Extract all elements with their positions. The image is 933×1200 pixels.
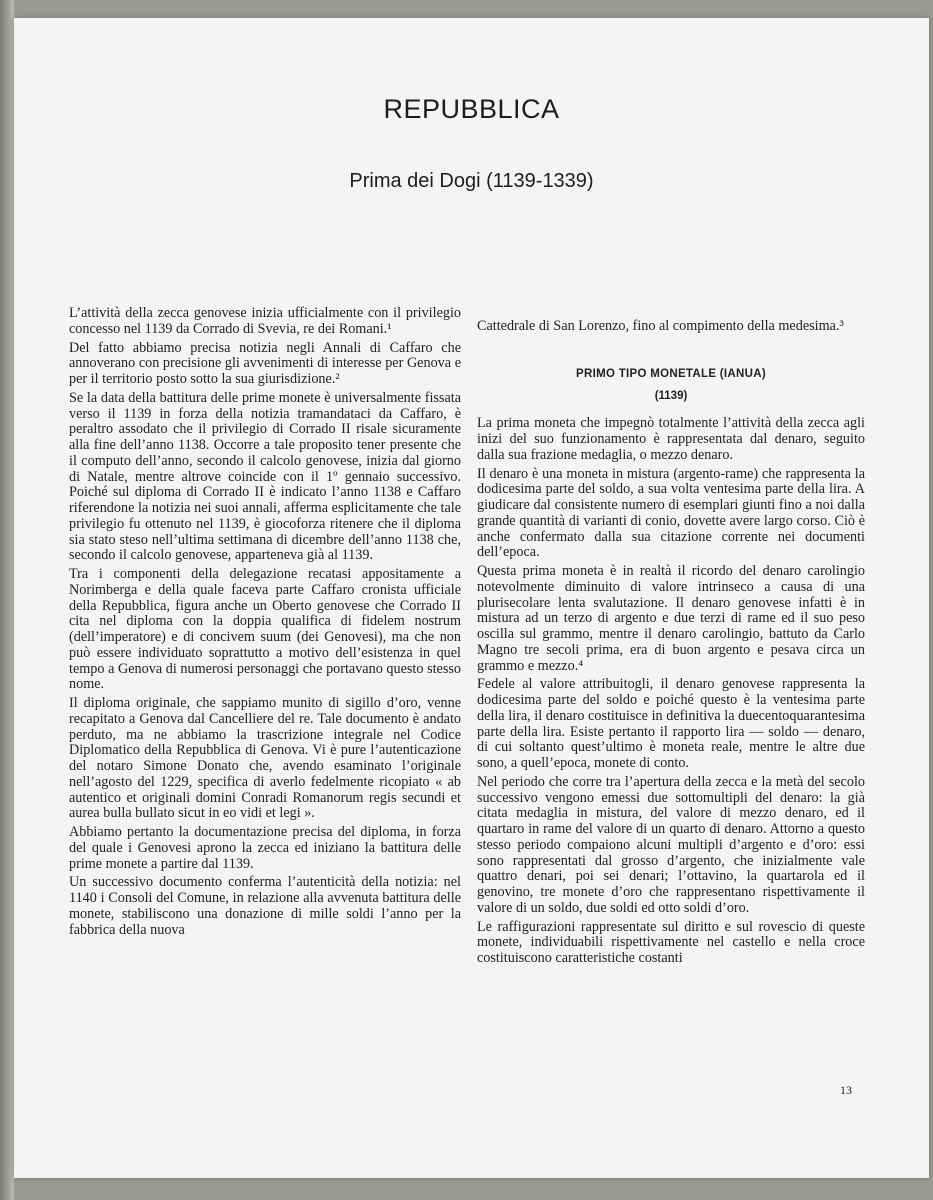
left-text-column bbox=[69, 306, 461, 941]
page-subtitle: Prima dei Dogi (1139-1339) bbox=[349, 170, 594, 192]
paragraph: Il denaro è una moneta in mistura (argento-rame) che rappresenta la dodicesima parte del soldo, a sua volta ventesima parte della lira. A giudicare dal consistente numero di esemplari giunti fino a noi dalla grande quantità di varianti di conio, dovette avere largo corso. Ciò è anche confermato dalla sua citazione corrente nei documenti dell’epoca. bbox=[477, 465, 865, 561]
paragraph: Questa prima moneta è in realtà il ricordo del denaro carolingio notevolmente diminuito di valore intrinseco a causa di una plurisecolare lenta svalutazione. Il denaro genovese infatti è in mistura ad un terzo di argento e due terzi di rame ed il suo peso oscilla sul grammo, mentre il denaro carolingio, battuto da Carlo Magno tre secoli prima, era di buon argento e pesava circa un grammo e mezzo.⁴ bbox=[477, 563, 865, 674]
section-year: (1139) bbox=[654, 389, 688, 402]
page-number: 13 bbox=[840, 1083, 852, 1097]
book-page bbox=[14, 18, 929, 1178]
right-text-column bbox=[477, 319, 865, 970]
continuation-paragraph: Cattedrale di San Lorenzo, fino al compimento della medesima.³ bbox=[477, 318, 844, 334]
paragraph: Fedele al valore attribuitogli, il denaro genovese rappresenta la dodicesima parte del soldo e poiché questo è la ventesima parte della lira, il denaro costituisce in definitiva la duecentoquarantesima parte della lira. Esiste pertanto il rapporto lira — soldo — denaro, di cui soltanto quest’ultimo è moneta reale, mentre le altre due sono, a quell’epoca, monete di conto. bbox=[477, 676, 865, 771]
paragraph: Se la data della battitura delle prime monete è universalmente fissata verso il 1139 in forza della notizia tramandataci da Caffaro, è peraltro assodato che il privilegio di Corrado II risale sicuramente alla fine dell’anno 1138. Occorre a tale proposito tener presente che il computo dell’anno, secondo il calcolo genovese, inizia dal giorno di Natale, mentre altrove coincide con il 1º gennaio successivo. Poiché sul diploma di Corrado II è indicato l’anno 1138 e Caffaro riferendone la notizia nei suoi annali, afferma esplicitamente che tale privilegio fu ottenuto nel 1139, è giocoforza ritenere che il diploma sia stato steso nell’ultima settimana di dicembre dell’anno 1138 che, secondo il calcolo genovese, apparteneva già al 1139. bbox=[69, 389, 461, 564]
paragraph: L’attività della zecca genovese inizia ufficialmente con il privilegio concesso nel 1139 da Corrado di Svevia, re dei Romani.¹ bbox=[69, 305, 461, 337]
paragraph: Il diploma originale, che sappiamo munito di sigillo d’oro, venne recapitato a Genova dal Cancelliere del re. Tale documento è andato perduto, ma ne abbiamo la trascrizione integrale nel Codice Diplomatico della Repubblica di Genova. Vi è pure l’autenticazione del notaro Simone Donato che, avendo esaminato l’originale nell’agosto del 1229, specifica di averlo fedelmente ricopiato « ab autentico et originali domini Conradi Romanorum regis secundi et aurea bulla bullato sicut in eo vidi et legi ». bbox=[69, 695, 461, 822]
paragraph: Tra i componenti della delegazione recatasi appositamente a Norimberga e della quale faceva parte Caffaro cronista ufficiale della Repubblica, figura anche un Oberto genovese che Corrado II cita nel diploma con la doppia qualifica di fidelem nostrum (dell’imperatore) e di concivem suum (dei Genovesi), ma che non può essere individuato soprattutto a motivo dell’esistenza in quel tempo a Genova di numerosi personaggi che portavano questo stesso nome. bbox=[69, 566, 461, 693]
paragraph: La prima moneta che impegnò totalmente l’attività della zecca agli inizi del suo funzionamento è rappresentata dal denaro, seguito dalla sua frazione medaglia, o mezzo denaro. bbox=[477, 415, 865, 463]
paragraph: Un successivo documento conferma l’autenticità della notizia: nel 1140 i Consoli del Comune, in relazione alla avvenuta battitura delle monete, stabiliscono una donazione di mille soldi l’anno per la fabbrica della nuova bbox=[69, 874, 461, 938]
section-heading: PRIMO TIPO MONETALE (IANUA) bbox=[576, 367, 766, 380]
paragraph: Nel periodo che corre tra l’apertura della zecca e la metà del secolo successivo vengono emessi due sottomultipli del denaro: la già citata medaglia in mistura, del valore di mezzo denaro, ed il quartaro in rame del valore di un quarto di denaro. Attorno a questo stesso periodo compaiono alcuni multipli d’argento e d’oro: essi sono rappresentati dal grosso d’argento, che inizialmente vale quattro denari, poi sei denari; l’ottavino, la quartarola ed il genovino, tre monete d’oro che rappresentano rispettivamente il valore di un soldo, due soldi ed otto soldi d’oro. bbox=[477, 773, 865, 916]
paragraph: Le raffigurazioni rappresentate sul diritto e sul rovescio di queste monete, individuabili rispettivamente nel castello e nella croce costituiscono caratteristiche costanti bbox=[477, 918, 865, 966]
page-title: REPUBBLICA bbox=[383, 94, 560, 124]
book-spine-edge bbox=[0, 0, 14, 1200]
paragraph: Abbiamo pertanto la documentazione precisa del diploma, in forza del quale i Genovesi aprono la zecca ed iniziano la battitura delle prime monete a partire dal 1139. bbox=[69, 824, 461, 872]
paragraph: Del fatto abbiamo precisa notizia negli Annali di Caffaro che annoverano con precisione gli avvenimenti di interesse per Genova e per il territorio posto sotto la sua giurisdizione.² bbox=[69, 339, 461, 387]
